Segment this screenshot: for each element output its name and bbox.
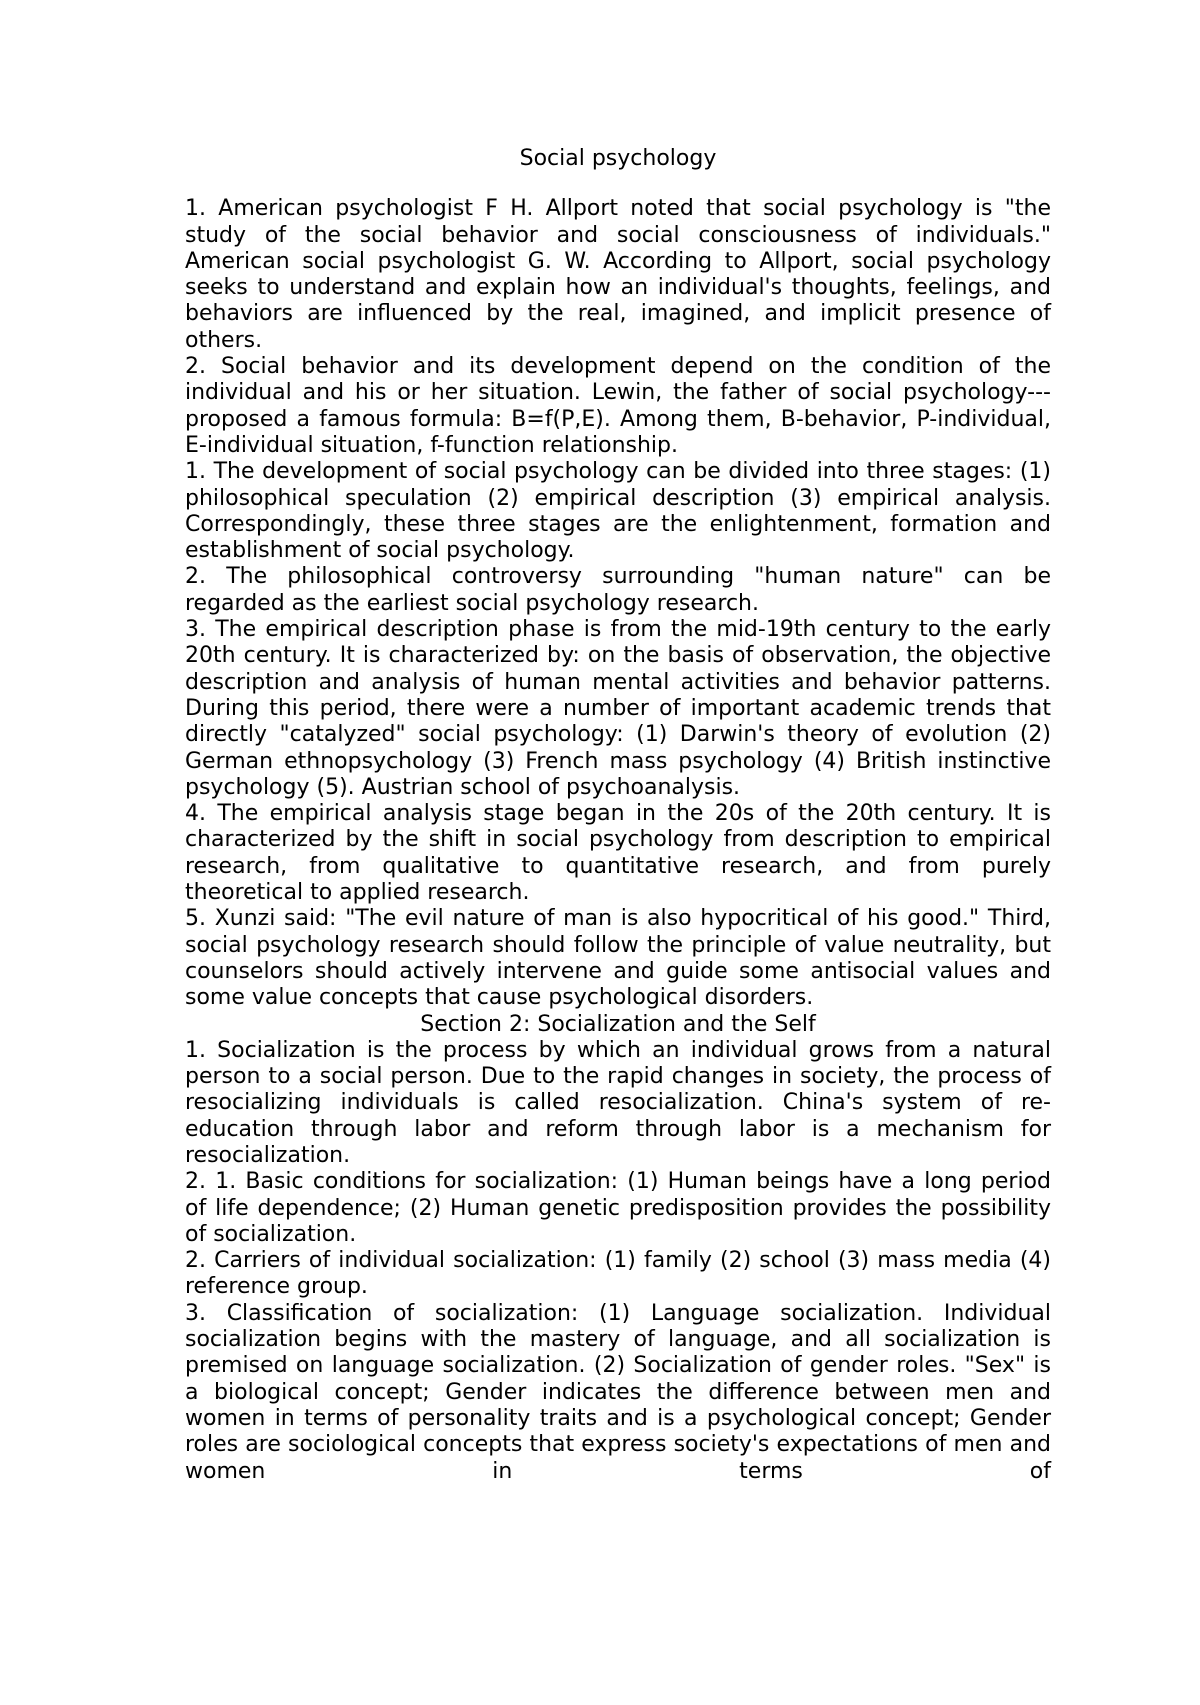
paragraph-allport: 1. American psychologist F H. Allport noted that social psychology is "the study of the social behavior and social consciousness of individuals." American social psychologist G. W. According to Allport, social psychology seeks to understand and explain how an individual's thoughts, feelings, and behaviors are influenced by the real, imagined, and implicit presence of others.	[185, 196, 1051, 353]
paragraph-classification: 3. Classification of socialization: (1) Language socialization. Individual socialization begins with the mastery of language, and all socialization is premised on language socialization. (2) Socialization of gender roles. "Sex" is a biological concept; Gender indicates the difference between men and women in terms of personality traits and is a psychological concept; Gender roles are sociological concepts that express society's expectations of men and women in terms of	[185, 1300, 1051, 1484]
paragraph-empirical-analysis: 4. The empirical analysis stage began in the 20s of the 20th century. It is characterized by the shift in social psychology from description to empirical research, from qualitative to quantitative research, and from purely theoretical to applied research.	[185, 801, 1051, 906]
paragraph-xunzi: 5. Xunzi said: "The evil nature of man is also hypocritical of his good." Third, social psychology research should follow the principle of value neutrality, but counselors should actively intervene and guide some antisocial values and some value concepts that cause psychological disorders.	[185, 906, 1051, 1011]
paragraph-lewin-formula: 2. Social behavior and its development depend on the condition of the individual and his or her situation. Lewin, the father of social psychology--- proposed a famous formula: B=f(P,E). Among them, B-behavior, P-individual, E-individual situation, f-function relationship.	[185, 354, 1051, 458]
paragraph-carriers: 2. Carriers of individual socialization: (1) family (2) school (3) mass media (4) reference group.	[185, 1248, 1051, 1300]
paragraph-development-stages: 1. The development of social psychology can be divided into three stages: (1) philosophical speculation (2) empirical description (3) empirical analysis. Correspondingly, these three stages are the enlightenment, formation and establishment of social psychology.	[185, 459, 1051, 564]
section-heading: Section 2: Socialization and the Self	[420, 1011, 816, 1037]
paragraph-human-nature: 2. The philosophical controversy surrounding "human nature" can be regarded as the earliest social psychology research.	[185, 564, 1051, 616]
paragraph-socialization-definition: 1. Socialization is the process by which an individual grows from a natural person to a social person. Due to the rapid changes in society, the process of resocializing individuals is called resocialization. China's system of re-education through labor and reform through labor is a mechanism for resocialization.	[185, 1037, 1051, 1168]
document-body	[185, 146, 1051, 1485]
document-title: Social psychology	[519, 146, 717, 171]
paragraph-basic-conditions: 2. 1. Basic conditions for socialization: (1) Human beings have a long period of life dependence; (2) Human genetic predisposition provides the possibility of socialization.	[185, 1169, 1051, 1247]
paragraph-empirical-description: 3. The empirical description phase is from the mid-19th century to the early 20th century. It is characterized by: on the basis of observation, the objective description and analysis of human mental activities and behavior patterns. During this period, there were a number of important academic trends that directly "catalyzed" social psychology: (1) Darwin's theory of evolution (2) German ethnopsychology (3) French mass psychology (4) British instinctive psychology (5). Austrian school of psychoanalysis.	[185, 617, 1051, 800]
